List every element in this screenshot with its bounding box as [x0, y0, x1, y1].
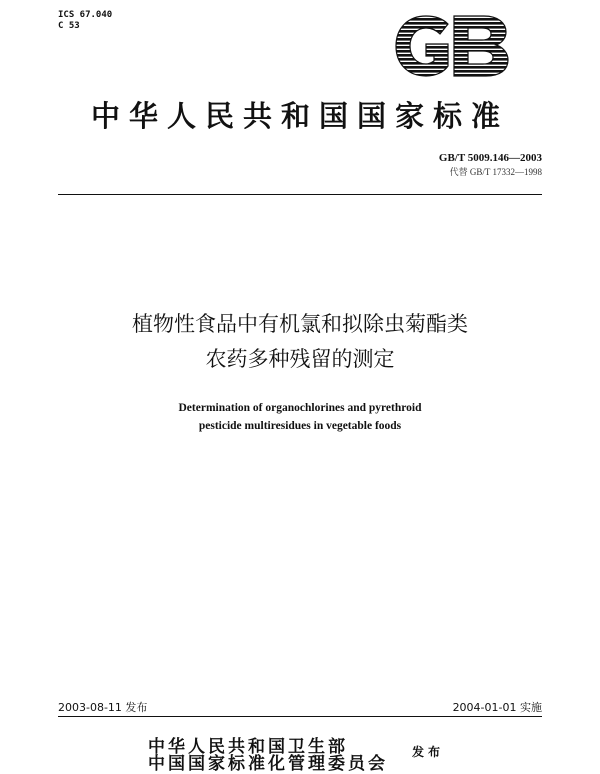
implement-date: 2004-01-01 实施 [452, 701, 542, 714]
ccs-code: C 53 [58, 21, 80, 31]
ics-code: ICS 67.040 [58, 10, 113, 20]
bottom-divider [58, 716, 542, 717]
issued-label: 发布 [412, 745, 445, 759]
release-date: 2003-08-11 发布 [58, 701, 148, 714]
replaces-standard: 代替 GB/T 17332—1998 [449, 167, 542, 177]
logo-g-shape [396, 16, 448, 76]
logo-b-shape [454, 16, 508, 76]
gb-logo [392, 14, 510, 78]
publisher-line2: 中国国家标准化管理委员会 [148, 754, 388, 774]
classification-codes [58, 10, 112, 32]
publisher-line1: 中华人民共和国卫生部 [148, 737, 348, 757]
top-divider [58, 194, 542, 195]
chinese-title-line1: 植物性食品中有机氯和拟除虫菊酯类 [132, 312, 468, 336]
chinese-title-line2: 农药多种残留的测定 [205, 347, 395, 371]
national-standard-title: 中华人民共和国国家标准 [90, 99, 509, 133]
english-title-line2: pesticide multiresidues in vegetable foods [198, 420, 402, 432]
english-title-line1: Determination of organochlorines and pyrethroid [178, 402, 422, 414]
standard-number: GB/T 5009.146—2003 [438, 152, 542, 164]
